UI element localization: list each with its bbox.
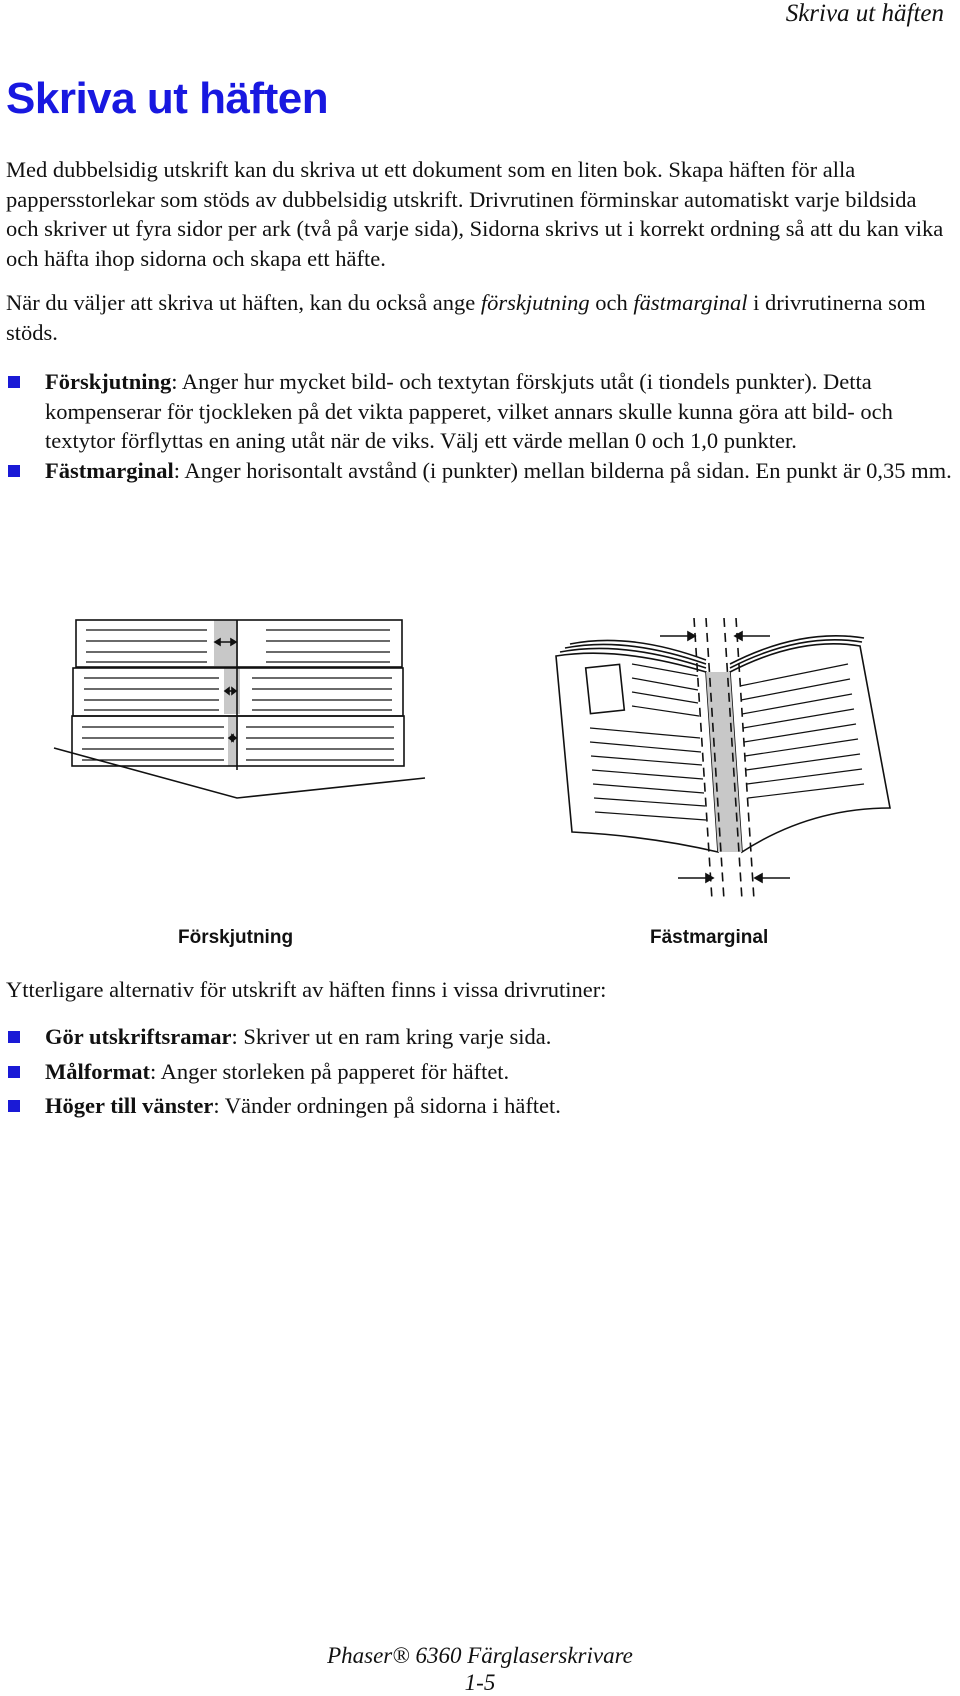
page-footer xyxy=(0,1642,960,1696)
gutter-illustration xyxy=(556,618,890,900)
option-term: Målformat xyxy=(45,1058,150,1084)
emphasis-forskjutning: förskjutning xyxy=(480,290,590,315)
bullet-square-icon xyxy=(8,1031,20,1043)
list-item xyxy=(6,1057,954,1087)
footer-page-number: 1-5 xyxy=(464,1670,496,1695)
option-description: : Anger storleken på papperet för häftet. xyxy=(149,1058,510,1084)
bullet-square-icon xyxy=(8,1066,20,1078)
creep-illustration xyxy=(54,620,425,798)
option-description: : Anger horisontalt avstånd (i punkter) mellan bilderna på sidan. En punkt är 0,35 mm. xyxy=(173,457,952,483)
more-option-list xyxy=(6,1022,954,1126)
list-item xyxy=(6,456,954,486)
option-term: Höger till vänster xyxy=(45,1093,214,1118)
figure-caption-fastmarginal: Fästmarginal xyxy=(650,927,769,948)
page-title: Skriva ut häften xyxy=(6,74,329,123)
option-term: Gör utskriftsramar xyxy=(45,1024,232,1049)
option-description: : Anger hur mycket bild- och textytan förskjuts utåt (i tiondels punkter). Detta kompenserar för tjockleken på det vikta papperet, vilket annars skulle kunna göra att bild- och textytor förflyttas en aning utåt när de viks. Välj ett värde mellan 0 och 1,0 punkter. xyxy=(45,369,893,453)
intro-paragraph-2 xyxy=(6,288,954,347)
text-run: i drivrutinerna som stöds. xyxy=(6,290,926,345)
more-options-intro: Ytterligare alternativ för utskrift av häften finns i vissa drivrutiner: xyxy=(6,977,607,1002)
list-item xyxy=(6,1022,954,1052)
option-description: : Skriver ut en ram kring varje sida. xyxy=(231,1024,552,1049)
intro-paragraph: Med dubbelsidig utskrift kan du skriva ut ett dokument som en liten bok. Skapa häften för alla pappersstorlekar som stöds av dubbelsidig utskrift. Drivrutinen förminskar automatiskt varje bildsida och skriver ut fyra sidor per ark (två på varje sida), Sidorna skrivs ut i korrekt ordning så att du kan vika och häfta ihop sidorna och skapa ett häfte. xyxy=(6,157,944,271)
text-run: När du väljer att skriva ut häften, kan du också ange xyxy=(6,290,481,315)
bullet-square-icon xyxy=(8,376,20,388)
option-description: : Vänder ordningen på sidorna i häftet. xyxy=(213,1093,561,1118)
figure-caption-forskjutning: Förskjutning xyxy=(178,927,294,948)
text-run: och xyxy=(589,290,634,315)
option-term: Fästmarginal xyxy=(45,457,174,483)
bullet-square-icon xyxy=(8,1100,20,1112)
emphasis-fastmarginal: fästmarginal xyxy=(633,290,748,315)
booklet-figure xyxy=(0,600,960,920)
bullet-square-icon xyxy=(8,465,20,477)
option-list xyxy=(6,367,954,485)
list-item xyxy=(6,1091,954,1121)
list-item xyxy=(6,367,954,456)
footer-product: Phaser® 6360 Färglaserskrivare xyxy=(327,1643,633,1668)
running-header: Skriva ut häften xyxy=(785,0,944,27)
option-term: Förskjutning xyxy=(45,369,172,394)
